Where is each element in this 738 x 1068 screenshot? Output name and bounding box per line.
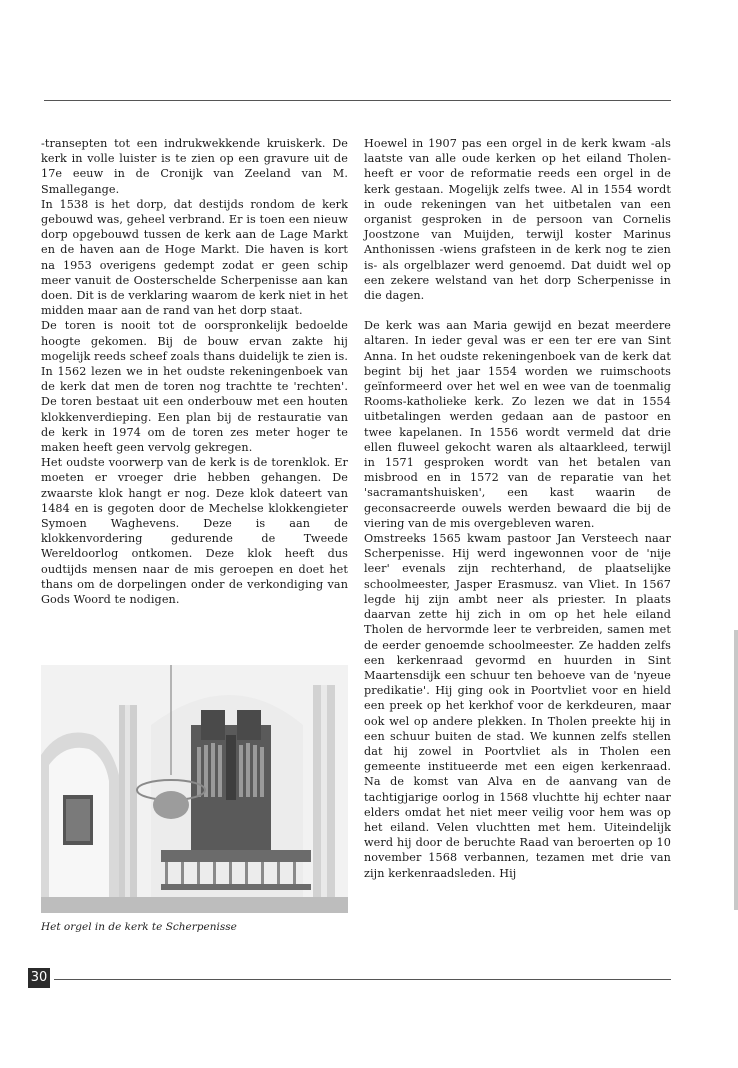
organ-photo xyxy=(41,665,348,913)
paragraph-orgel: Hoewel in 1907 pas een orgel in de kerk kwam -als laatste van alle oude kerken op het eiland Tholen- heeft er voor de reformatie reeds een orgel in de kerk gestaan. Mogelijk zelfs twee. Al in 1554 wordt in oude rekeningen van het uitbetalen van een organist gesproken in de persoon van Cornelis Joostzone van Muijden, terwijl koster Marinus Anthonissen -wiens grafsteen in de kerk nog te zien is- als orgelblazer werd genoemd. Dat duidt wel op een zekere welstand van het dorp Scherpenisse in die dagen. xyxy=(364,137,671,303)
paragraph-maria: De kerk was aan Maria gewijd en bezat meerdere altaren. In ieder geval was er een ter ere van Sint Anna. In het oudste rekeningenboek van de kerk dat begint bij het jaar 1554 worden we ruimschoots geïnformeerd over het wel en wee van de toenmalig Rooms-katholieke kerk. Zo lezen we dat in 1554 uitbetalingen werden gedaan aan de pastoor en twee kapelanen. In 1556 wordt vermeld dat drie ellen fluweel gekocht waren als altaarkleed, terwijl in 1571 gesproken wordt van het betalen van misbrood en in 1572 van de reparatie van het 'sacramantshuisken', een kast waarin de geconsacreerde ouwels werden bewaard die bij de viering van de mis overgebleven waren. xyxy=(364,319,671,530)
paragraph-transepten: -transepten tot een indrukwekkende kruiskerk. De kerk in volle luister is te zien op een gravure uit de 17e eeuw in de Cronijk van Zeeland van M. Smallegange. xyxy=(41,137,348,196)
paragraph-dorp-verbrand: In 1538 is het dorp, dat destijds rondom de kerk gebouwd was, geheel verbrand. Er is toen een nieuw dorp opgebouwd tussen de kerk aan de Lage Markt en de haven aan de Hoge Markt. Die haven is kort na 1953 overigens gedempt zodat er geen schip meer vanuit de Oosterschelde Scherpenisse aan kan doen. Dit is de verklaring waarom de kerk niet in het midden maar aan de rand van het dorp staat. xyxy=(41,197,348,318)
right-text-column xyxy=(364,136,671,881)
left-text-column xyxy=(41,136,348,607)
paragraph-toren: De toren is nooit tot de oorspronkelijk bedoelde hoogte gekomen. Bij de bouw ervan zakte hij mogelijk reeds scheef zoals thans duidelijk te zien is. In 1562 lezen we in het oudste rekeningenboek van de kerk dat men de toren nog trachtte te 'rechten'. De toren bestaat uit een onderbouw met een houten klokkenverdieping. Een plan bij de restauratie van de kerk in 1974 om de toren zes meter hoger te maken heeft geen vervolg gekregen. xyxy=(41,319,348,455)
page-edge-mark xyxy=(734,630,738,910)
paragraph-versteech: Omstreeks 1565 kwam pastoor Jan Versteech naar Scherpenisse. Hij werd ingewonnen voor de 'nije leer' evenals zijn rechterhand, de plaatselijke schoolmeester, Jasper Erasmusz. van Vliet. In 1567 legde hij zijn ambt neer als priester. In plaats daarvan zette hij zich in om op het hele eiland Tholen de hervormde leer te verbreiden, samen met de eerder genoemde schoolmeester. Ze hadden zelfs een kerkenraad gevormd en huurden in Sint Maartensdijk een schuur ten behoeve van de 'nyeue predikatie'. Hij ging ook in Poortvliet voor en hield een preek op het kerkhof voor de kerkdeuren, maar ook wel op andere plekken. In Tholen preekte hij in een schuur buiten de stad. We kunnen zelfs stellen dat hij zowel in Poortvliet als in Tholen een gemeente institueerde met een eigen kerkenraad. Na de komst van Alva en de aanvang van de tachtigjarige oorlog in 1568 vluchtte hij echter naar elders omdat het niet meer veilig voor hem was op het eiland. Velen vluchtten met hem. Uiteindelijk werd hij door de beruchte Raad van beroerten op 10 november 1568 verbannen, tezamen met drie van zijn kerkenraadsleden. Hij xyxy=(364,532,671,880)
footer-rule xyxy=(54,979,671,980)
header-rule xyxy=(44,100,671,101)
paragraph-torenklok: Het oudste voorwerp van de kerk is de torenklok. Er moeten er vroeger drie hebben gehangen. De zwaarste klok hangt er nog. Deze klok dateert van 1484 en is gegoten door de Mechelse klokkengieter Symoen Waghevens. Deze is aan de klokkenvordering gedurende de Tweede Wereldoorlog ontkomen. Deze klok heeft dus oudtijds mensen naar de mis geroepen en doet het thans om de dorpelingen onder de verkondiging van Gods Woord te nodigen. xyxy=(41,456,348,607)
photo-caption: Het orgel in de kerk te Scherpenisse xyxy=(41,921,237,933)
church-organ-illustration xyxy=(41,665,348,913)
page-number: 30 xyxy=(28,968,50,988)
